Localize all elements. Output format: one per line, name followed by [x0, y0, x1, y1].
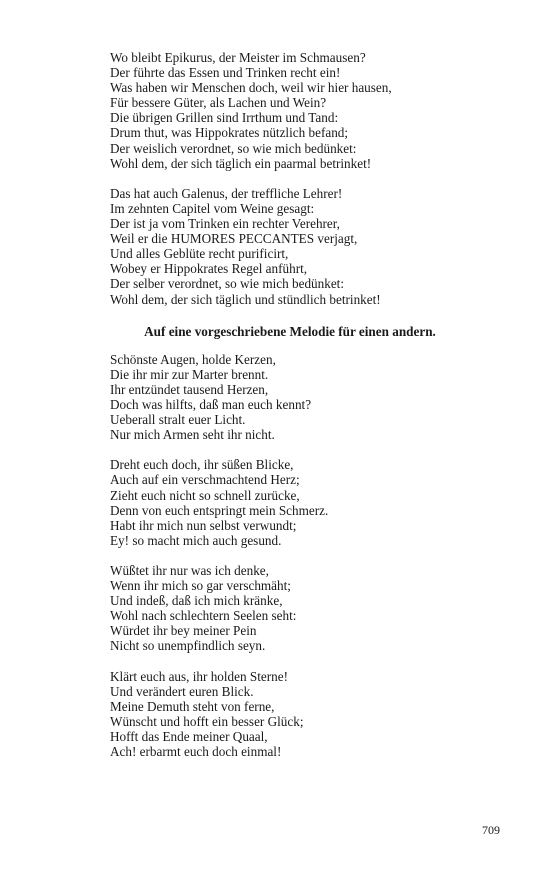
stanza-denke	[110, 563, 470, 654]
verse-line: Drum thut, was Hippokrates nützlich befand;	[110, 125, 349, 141]
verse-line: Die übrigen Grillen sind Irrthum und Tand:	[110, 110, 339, 126]
poem-text	[110, 50, 470, 774]
verse-line: Das hat auch Galenus, der treffliche Lehrer!	[110, 185, 343, 201]
stanza-epikurus	[110, 50, 470, 171]
verse-line: Habt ihr mich nun selbst verwundt;	[110, 517, 297, 533]
verse-line: Wo bleibt Epikurus, der Meister im Schmausen?	[110, 50, 366, 65]
verse-line: Die ihr mir zur Marter brennt.	[110, 366, 269, 382]
verse-line: Der ist ja vom Trinken ein rechter Verehrer,	[110, 216, 340, 232]
verse-line: Für bessere Güter, als Lachen und Wein?	[110, 95, 327, 111]
verse-line: Im zehnten Capitel vom Weine gesagt:	[110, 200, 315, 216]
verse-line: Wüßtet ihr nur was ich denke,	[110, 563, 269, 578]
verse-line: Meine Demuth steht von ferne,	[110, 698, 275, 714]
stanza-blicke	[110, 457, 470, 548]
verse-line: Auch auf ein verschmachtend Herz;	[110, 472, 300, 488]
poem-heading: Auf eine vorgeschriebene Melodie für einen andern.	[144, 323, 436, 339]
verse-line: Nur mich Armen seht ihr nicht.	[110, 427, 275, 443]
verse-line: Denn von euch entspringt mein Schmerz.	[110, 502, 329, 518]
verse-line: Klärt euch aus, ihr holden Sterne!	[110, 668, 288, 684]
stanza-augen	[110, 352, 470, 443]
verse-line: Wenn ihr mich so gar verschmäht;	[110, 578, 291, 594]
verse-line: Und alles Geblüte recht purificirt,	[110, 246, 289, 262]
verse-line: Schönste Augen, holde Kerzen,	[110, 351, 276, 367]
verse-line: Wobey er Hippokrates Regel anführt,	[110, 261, 308, 277]
verse-line: Ey! so macht mich auch gesund.	[110, 532, 282, 548]
verse-line: Zieht euch nicht so schnell zurücke,	[110, 487, 300, 503]
verse-line: Der führte das Essen und Trinken recht ein!	[110, 65, 341, 81]
page-number: 709	[482, 823, 500, 837]
verse-line: Und verändert euren Blick.	[110, 683, 254, 699]
verse-line: Würdet ihr bey meiner Pein	[110, 623, 257, 639]
verse-line: Wünscht und hofft ein besser Glück;	[110, 713, 304, 729]
verse-line: Und indeß, daß ich mich kränke,	[110, 593, 283, 609]
verse-line: Was haben wir Menschen doch, weil wir hier hausen,	[110, 80, 392, 96]
stanza-sterne	[110, 669, 470, 760]
verse-line: Wohl dem, der sich täglich und stündlich betrinket!	[110, 291, 381, 307]
stanza-galenus	[110, 186, 470, 307]
verse-line: Ach! erbarmt euch doch einmal!	[110, 744, 282, 760]
verse-line: Der weislich verordnet, so wie mich bedünket:	[110, 140, 357, 156]
verse-line: Weil er die HUMORES PECCANTES verjagt,	[110, 231, 358, 247]
verse-line: Dreht euch doch, ihr süßen Blicke,	[110, 457, 294, 473]
verse-line: Ihr entzündet tausend Herzen,	[110, 381, 269, 397]
verse-line: Der selber verordnet, so wie mich bedünket:	[110, 276, 345, 292]
verse-line: Doch was hilfts, daß man euch kennt?	[110, 396, 312, 412]
verse-line: Hofft das Ende meiner Quaal,	[110, 729, 268, 745]
verse-line: Ueberall stralt euer Licht.	[110, 412, 246, 428]
verse-line: Wohl nach schlechtern Seelen seht:	[110, 608, 297, 624]
verse-line: Wohl dem, der sich täglich ein paarmal betrinket!	[110, 155, 372, 171]
verse-line: Nicht so unempfindlich seyn.	[110, 638, 266, 654]
